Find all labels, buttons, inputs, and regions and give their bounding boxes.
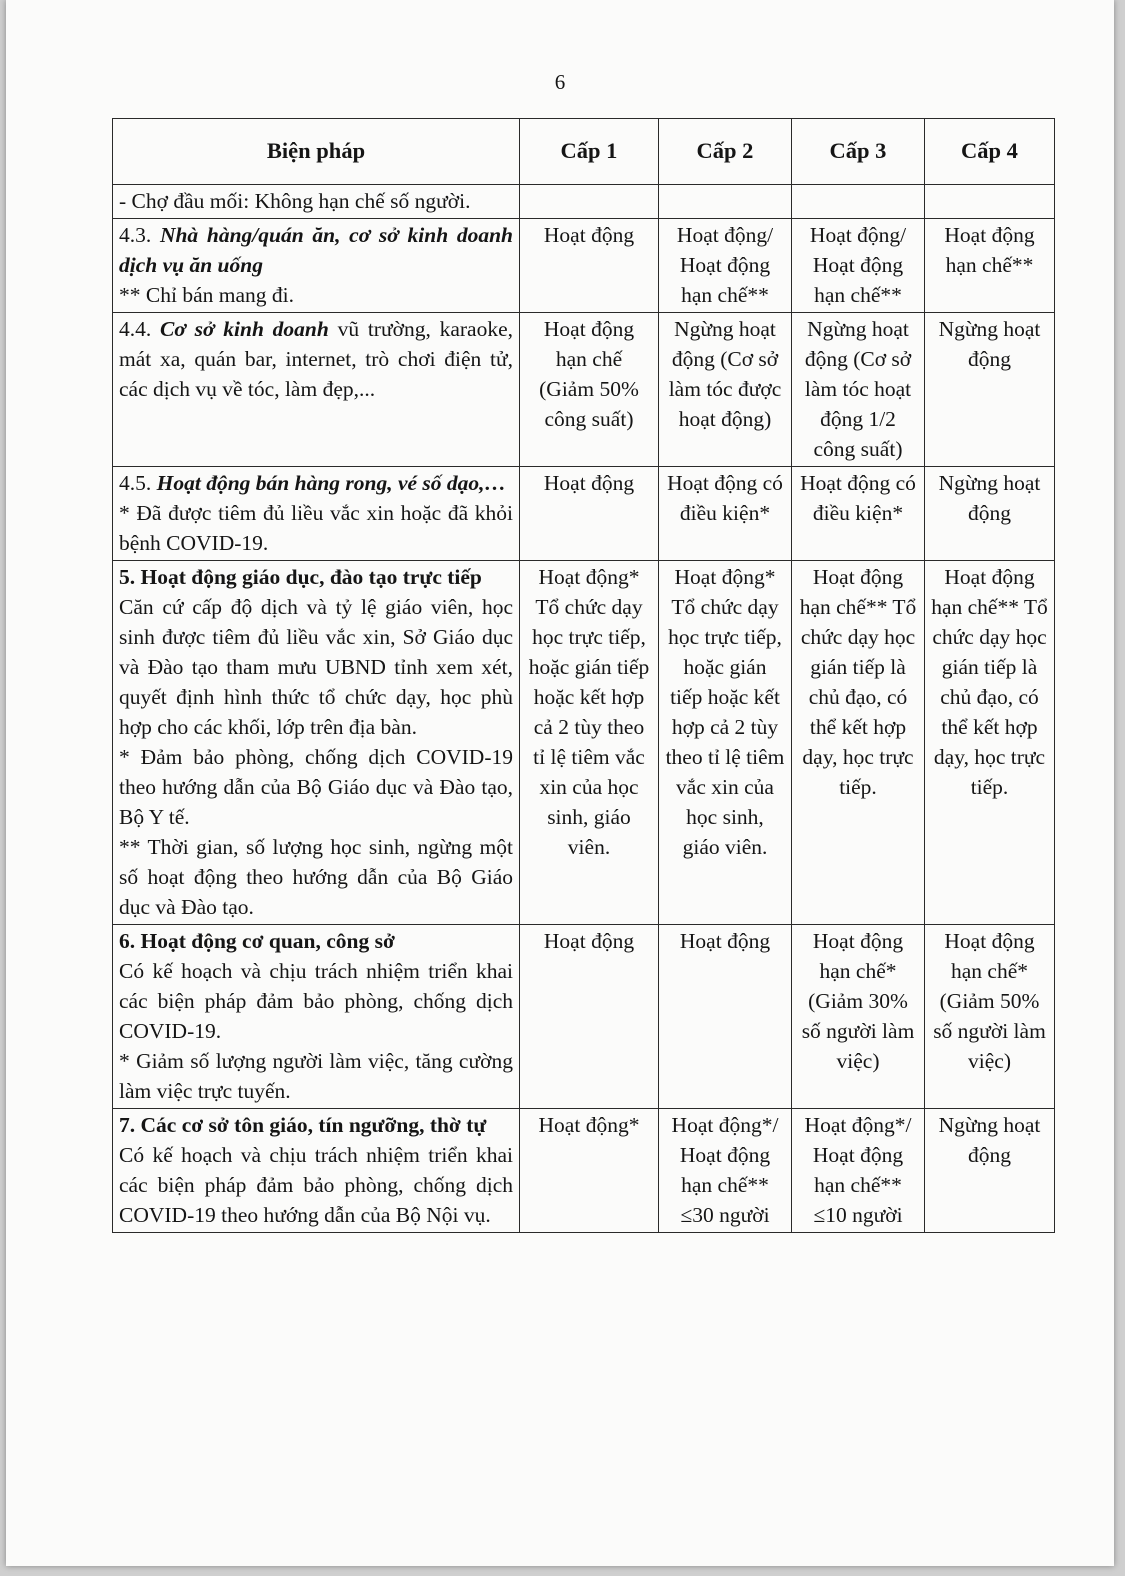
measure-text: ** Chỉ bán mang đi. bbox=[119, 283, 294, 307]
measure-text: Có kế hoạch và chịu trách nhiệm triển khai các biện pháp đảm bảo phòng, chống dịch COVID-19 theo hướng dẫn của Bộ Nội vụ. bbox=[119, 1143, 513, 1227]
level-4-cell: Hoạt động hạn chế** bbox=[925, 219, 1055, 313]
table-header-row bbox=[113, 119, 1055, 185]
measure-cell bbox=[113, 467, 520, 561]
measure-text: Có kế hoạch và chịu trách nhiệm triển khai các biện pháp đảm bảo phòng, chống dịch COVID-19. bbox=[119, 959, 513, 1043]
level-2-cell: Ngừng hoạt động (Cơ sở làm tóc được hoạt động) bbox=[659, 313, 792, 467]
measure-suffix: vũ trường, karaoke, mát xa, quán bar, internet, trò chơi điện tử, các dịch vụ về tóc, làm đẹp,... bbox=[119, 317, 514, 401]
header-measure: Biện pháp bbox=[113, 119, 520, 185]
measure-text: - Chợ đầu mối: Không hạn chế số người. bbox=[119, 189, 471, 213]
level-2-cell: Hoạt động/ Hoạt động hạn chế** bbox=[659, 219, 792, 313]
measure-text: Nhà hàng/quán ăn, cơ sở kinh doanh dịch vụ ăn uống bbox=[119, 223, 514, 277]
table-row bbox=[113, 185, 1055, 219]
measure-line bbox=[119, 926, 513, 956]
level-3-cell: Hoạt động có điều kiện* bbox=[792, 467, 925, 561]
measure-cell bbox=[113, 219, 520, 313]
measure-line bbox=[119, 314, 513, 404]
level-2-cell: Hoạt động* Tổ chức dạy học trực tiếp, hoặc gián tiếp hoặc kết hợp cả 2 tùy theo tỉ lệ tiêm vắc xin của học sinh, giáo viên. bbox=[659, 561, 792, 925]
measure-cell bbox=[113, 561, 520, 925]
measure-text: * Giảm số lượng người làm việc, tăng cường làm việc trực tuyến. bbox=[119, 1049, 513, 1103]
header-level-3: Cấp 3 bbox=[792, 119, 925, 185]
table-row bbox=[113, 1109, 1055, 1233]
table-body bbox=[113, 185, 1055, 1233]
measure-line bbox=[119, 220, 513, 280]
level-3-cell bbox=[792, 185, 925, 219]
measure-line bbox=[119, 956, 513, 1046]
level-3-cell: Hoạt động hạn chế* (Giảm 30% số người làm việc) bbox=[792, 925, 925, 1109]
measure-cell bbox=[113, 1109, 520, 1233]
table-row bbox=[113, 313, 1055, 467]
level-4-cell: Hoạt động hạn chế* (Giảm 50% số người làm việc) bbox=[925, 925, 1055, 1109]
measure-prefix: 4.4. bbox=[119, 317, 160, 341]
measure-line bbox=[119, 280, 513, 310]
measure-text: * Đảm bảo phòng, chống dịch COVID-19 theo hướng dẫn của Bộ Giáo dục và Đào tạo, Bộ Y tế. bbox=[119, 745, 513, 829]
level-2-cell: Hoạt động bbox=[659, 925, 792, 1109]
level-3-cell: Hoạt động*/ Hoạt động hạn chế** ≤10 người bbox=[792, 1109, 925, 1233]
measure-line bbox=[119, 1110, 513, 1140]
document-page bbox=[6, 0, 1114, 1566]
measure-text: Cơ sở kinh doanh bbox=[160, 317, 329, 341]
measure-line bbox=[119, 498, 513, 558]
header-level-1: Cấp 1 bbox=[520, 119, 659, 185]
level-1-cell: Hoạt động hạn chế (Giảm 50% công suất) bbox=[520, 313, 659, 467]
level-3-cell: Hoạt động/ Hoạt động hạn chế** bbox=[792, 219, 925, 313]
level-2-cell bbox=[659, 185, 792, 219]
measure-cell bbox=[113, 185, 520, 219]
level-1-cell: Hoạt động bbox=[520, 219, 659, 313]
measure-text: 6. Hoạt động cơ quan, công sở bbox=[119, 929, 395, 953]
measure-text: Hoạt động bán hàng rong, vé số dạo,… bbox=[156, 471, 507, 495]
measures-table bbox=[112, 118, 1055, 1233]
level-1-cell: Hoạt động bbox=[520, 925, 659, 1109]
measure-cell bbox=[113, 925, 520, 1109]
measure-text: 5. Hoạt động giáo dục, đào tạo trực tiếp bbox=[119, 565, 482, 589]
measure-line bbox=[119, 562, 513, 592]
level-4-cell: Ngừng hoạt động bbox=[925, 1109, 1055, 1233]
measure-text: ** Thời gian, số lượng học sinh, ngừng một số hoạt động theo hướng dẫn của Bộ Giáo dục và Đào tạo. bbox=[119, 835, 513, 919]
measure-line bbox=[119, 1140, 513, 1230]
measure-text: 7. Các cơ sở tôn giáo, tín ngưỡng, thờ tự bbox=[119, 1113, 487, 1137]
level-4-cell: Hoạt động hạn chế** Tổ chức dạy học gián tiếp là chủ đạo, có thể kết hợp dạy, học trực tiếp. bbox=[925, 561, 1055, 925]
level-3-cell: Ngừng hoạt động (Cơ sở làm tóc hoạt động 1/2 công suất) bbox=[792, 313, 925, 467]
measure-line bbox=[119, 186, 513, 216]
table-row bbox=[113, 467, 1055, 561]
level-4-cell: Ngừng hoạt động bbox=[925, 467, 1055, 561]
table-row bbox=[113, 219, 1055, 313]
measure-text: Căn cứ cấp độ dịch và tỷ lệ giáo viên, học sinh được tiêm đủ liều vắc xin, Sở Giáo dục và Đào tạo tham mưu UBND tỉnh xem xét, quyết định hình thức tổ chức dạy, học phù hợp cho các khối, lớp trên địa bàn. bbox=[119, 595, 513, 739]
table-row bbox=[113, 925, 1055, 1109]
measure-text: * Đã được tiêm đủ liều vắc xin hoặc đã khỏi bệnh COVID-19. bbox=[119, 501, 513, 555]
level-4-cell bbox=[925, 185, 1055, 219]
page-number: 6 bbox=[554, 70, 566, 94]
header-level-2: Cấp 2 bbox=[659, 119, 792, 185]
measure-line bbox=[119, 592, 513, 742]
measure-line bbox=[119, 832, 513, 922]
measure-prefix: 4.5. bbox=[119, 471, 157, 495]
header-level-4: Cấp 4 bbox=[925, 119, 1055, 185]
measure-cell bbox=[113, 313, 520, 467]
level-1-cell: Hoạt động* Tổ chức dạy học trực tiếp, hoặc gián tiếp hoặc kết hợp cả 2 tùy theo tỉ lệ tiêm vắc xin của học sinh, giáo viên. bbox=[520, 561, 659, 925]
level-2-cell: Hoạt động*/ Hoạt động hạn chế** ≤30 người bbox=[659, 1109, 792, 1233]
measure-line bbox=[119, 742, 513, 832]
table-row bbox=[113, 561, 1055, 925]
level-3-cell: Hoạt động hạn chế** Tổ chức dạy học gián tiếp là chủ đạo, có thể kết hợp dạy, học trực tiếp. bbox=[792, 561, 925, 925]
measure-prefix: 4.3. bbox=[119, 223, 160, 247]
measure-line bbox=[119, 468, 513, 498]
level-1-cell: Hoạt động bbox=[520, 467, 659, 561]
measure-line bbox=[119, 1046, 513, 1106]
level-1-cell bbox=[520, 185, 659, 219]
level-1-cell: Hoạt động* bbox=[520, 1109, 659, 1233]
level-2-cell: Hoạt động có điều kiện* bbox=[659, 467, 792, 561]
level-4-cell: Ngừng hoạt động bbox=[925, 313, 1055, 467]
